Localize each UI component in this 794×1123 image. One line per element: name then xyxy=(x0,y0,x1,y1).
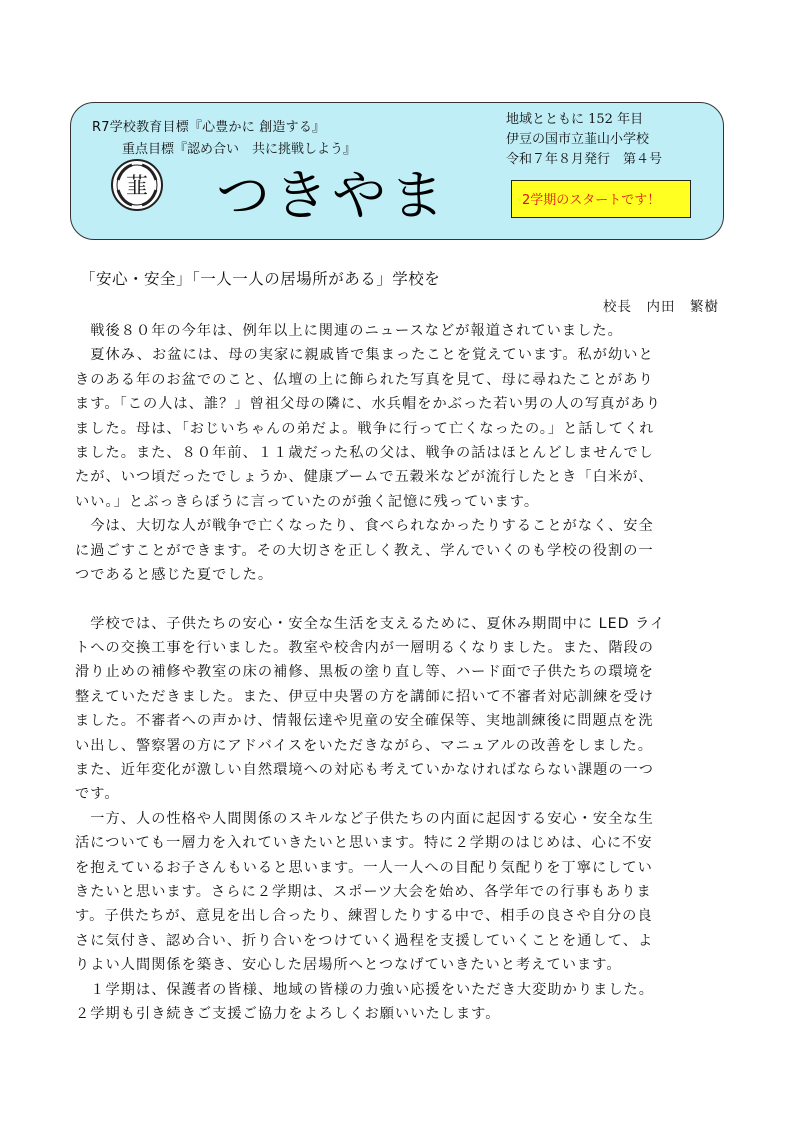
body-line: 今は、大切な人が戦争で亡くなったり、食べられなかったりすることがなく、安全 xyxy=(75,518,654,535)
issue-info-date: 令和７年８月発行 第４号 xyxy=(506,152,663,167)
body-line: す。子供たちが、意見を出し合ったり、練習したりする中で、相手の良さや自分の良 xyxy=(75,908,653,925)
article-headline: 「安心・安全」「一人一人の居場所がある」学校を xyxy=(80,270,441,288)
body-line: 学校では、子供たちの安心・安全な生活を支えるために、夏休み期間中に LED ライ xyxy=(75,615,666,632)
issue-info-years: 地域とともに 152 年目 xyxy=(506,112,644,127)
paragraph-gap xyxy=(75,587,725,611)
body-line: です。 xyxy=(75,786,120,803)
emblem-glyph: 韮 xyxy=(125,174,149,199)
body-line: 戦後８０年の今年は、例年以上に関連のニュースなどが報道されていました。 xyxy=(75,323,623,339)
body-line: きたいと思います。さらに２学期は、スポーツ大会を始め、各学年での行事もありま xyxy=(75,883,652,900)
article-byline: 校長 内田 繁樹 xyxy=(603,299,719,315)
body-line: 滑り止めの補修や教室の床の補修、黒板の塗り直し等、ハード面で子供たちの環境を xyxy=(75,664,655,681)
newsletter-title: つきやま xyxy=(216,164,448,227)
body-line: 整えていただきました。また、伊豆中央署の方を講師に招いて不審者対応訓練を受け xyxy=(75,688,655,705)
school-emblem-icon xyxy=(110,158,164,212)
body-line: たが、いつ頃だったでしょうか、健康ブームで五穀米などが流行したとき「白米が、 xyxy=(75,469,654,486)
body-line: を抱えているお子さんもいると思います。一人一人への目配り気配りを丁寧にしてい xyxy=(75,859,653,876)
body-line: トへの交換工事を行いました。教室や校舎内が一層明るくなりました。また、階段の xyxy=(75,640,655,657)
body-line: ました。不審者への声かけ、情報伝達や児童の安全確保等、実地訓練後に問題点を洗 xyxy=(75,713,654,730)
body-line: 夏休み、お盆には、母の実家に親戚皆で集まったことを覚えています。私が幼いと xyxy=(75,347,654,364)
body-line: さに気付き、認め合い、折り合いをつけていく過程を支援していくことを通して、よ xyxy=(75,932,654,949)
body-line: １学期は、保護者の皆様、地域の皆様の力強い応援をいただき大変助かりました。 xyxy=(75,981,655,998)
body-line: ２学期も引き続きご支援ご協力をよろしくお願いいたします。 xyxy=(75,1005,501,1022)
body-line: りよい人間関係を築き、安心した居場所へとつなげていきたいと考えています。 xyxy=(75,957,622,974)
article-body xyxy=(75,319,725,1026)
body-line: また、近年変化が激しい自然環境への対応も考えていかなければならない課題の一つ xyxy=(75,762,655,779)
body-line: ました。また、８０年前、１１歳だった私の父は、戦争の話はほとんどしませんでし xyxy=(75,444,655,461)
body-line: つであると感じた夏でした。 xyxy=(75,566,274,583)
body-line: に過ごすことができます。その大切さを正しく教え、学んでいくのも学校の役割の一 xyxy=(75,542,654,559)
body-line: い出し、警察署の方にアドバイスをいただきながら、マニュアルの改善をしました。 xyxy=(75,737,654,754)
body-line: 活についても一層力を入れていきたいと思います。特に２学期のはじめは、心に不安 xyxy=(75,835,653,852)
body-line: 一方、人の性格や人間関係のスキルなど子供たちの内面に起因する安心・安全な生 xyxy=(75,810,654,827)
focus-goal: 重点目標『認め合い 共に挑戦しよう』 xyxy=(122,142,357,157)
callout-badge: 2学期のスタートです！ xyxy=(511,180,691,218)
body-line: きのある年のお盆でのこと、仏壇の上に飾られた写真を見て、母に尋ねたことがあり xyxy=(75,371,654,388)
school-goal: R7学校教育目標『心豊かに 創造する』 xyxy=(92,120,326,135)
body-line: ました。母は、「おじいちゃんの弟だよ。戦争に行って亡くなったの。」と話してくれ xyxy=(75,420,655,437)
body-line: いい。」とぶっきらぼうに言っていたのが強く記憶に残っています。 xyxy=(75,493,540,510)
body-line: ます。「この人は、誰？」曾祖父母の隣に、水兵帽をかぶった若い男の人の写真があり xyxy=(75,396,662,413)
issue-info-school: 伊豆の国市立韮山小学校 xyxy=(506,132,650,147)
